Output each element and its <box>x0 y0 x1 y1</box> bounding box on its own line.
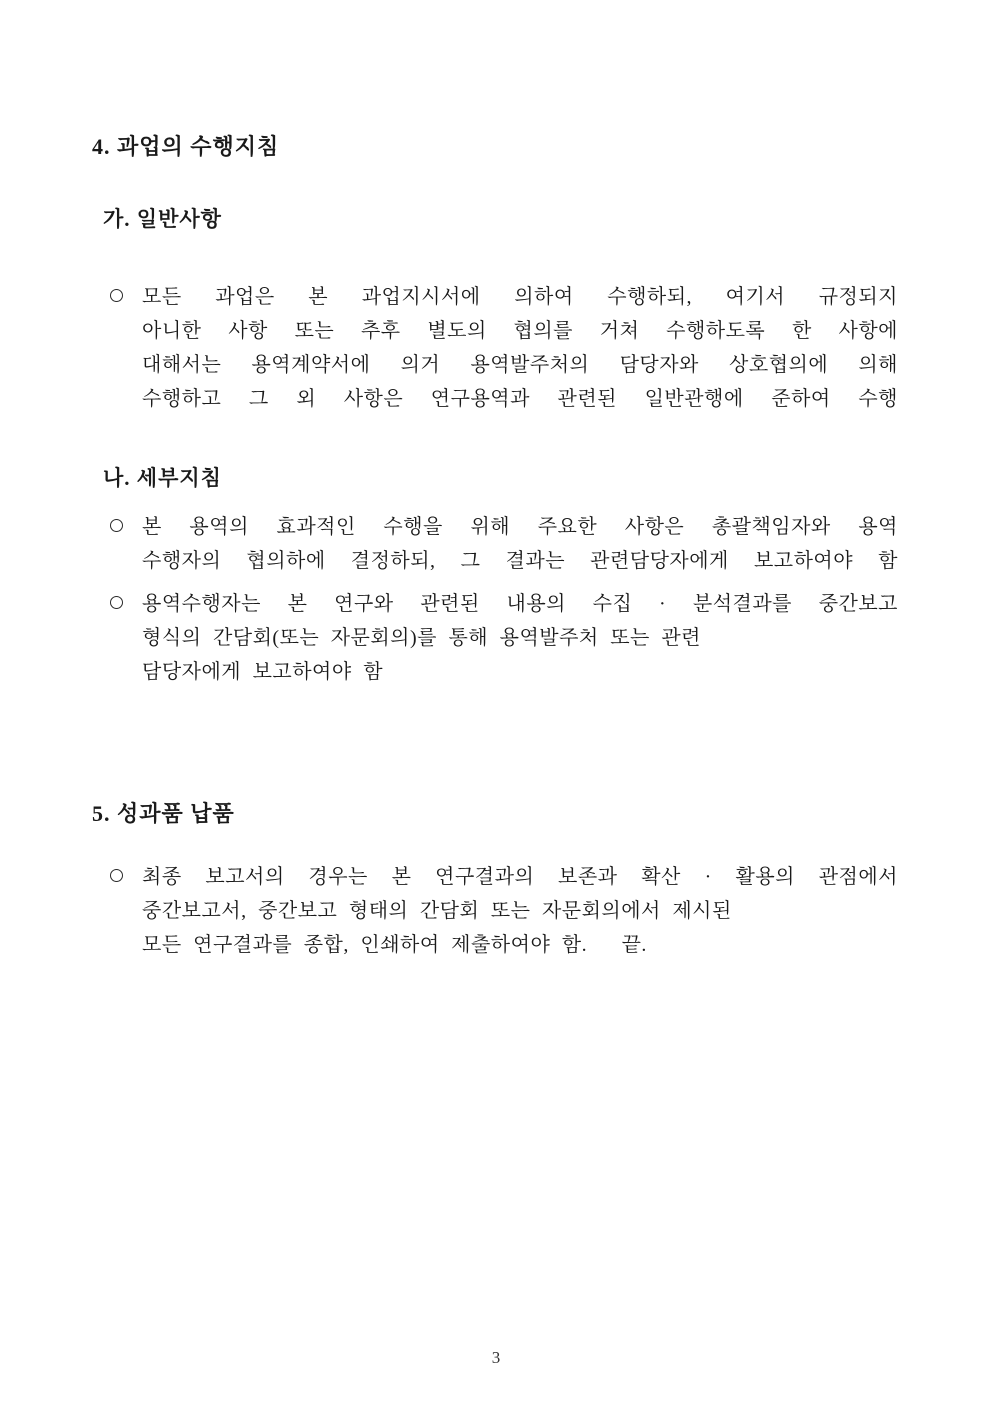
page-number: 3 <box>491 1348 501 1367</box>
text-line: 아니한 사항 또는 추후 별도의 협의를 거쳐 수행하도록 한 사항에 <box>142 320 898 342</box>
circle-bullet-icon <box>110 289 123 302</box>
section-5-heading: 5. 성과품 납품 <box>92 801 235 826</box>
text-line: 형식의 간담회(또는 자문회의)를 통해 용역발주처 또는 관련 <box>142 627 701 649</box>
general-bullet-1 <box>142 280 898 416</box>
deliverable-bullet-1 <box>142 860 898 962</box>
text-line: 중간보고서, 중간보고 형태의 간담회 또는 자문회의에서 제시된 <box>142 900 732 922</box>
text-line: 최종 보고서의 경우는 본 연구결과의 보존과 확산 · 활용의 관점에서 <box>142 866 898 888</box>
circle-bullet-icon <box>110 519 123 532</box>
text-line: 모든 연구결과를 종합, 인쇄하여 제출하여야 함. 끝. <box>142 934 647 956</box>
subsection-detail-heading: 나. 세부지침 <box>103 466 222 490</box>
text-line: 수행하고 그 외 사항은 연구용역과 관련된 일반관행에 준하여 수행 <box>142 388 898 410</box>
text-line: 본 용역의 효과적인 수행을 위해 주요한 사항은 총괄책임자와 용역 <box>142 516 898 538</box>
text-line: 대해서는 용역계약서에 의거 용역발주처의 담당자와 상호협의에 의해 <box>142 354 898 376</box>
text-line: 담당자에게 보고하여야 함 <box>142 661 384 683</box>
detail-bullet-1 <box>142 510 898 578</box>
circle-bullet-icon <box>110 869 123 882</box>
text-line: 수행자의 협의하에 결정하되, 그 결과는 관련담당자에게 보고하여야 함 <box>142 550 898 572</box>
section-4-heading: 4. 과업의 수행지침 <box>92 134 280 159</box>
detail-bullet-2 <box>142 587 898 689</box>
text-line: 용역수행자는 본 연구와 관련된 내용의 수집 · 분석결과를 중간보고 <box>142 593 898 615</box>
text-line: 모든 과업은 본 과업지시서에 의하여 수행하되, 여기서 규정되지 <box>142 286 898 308</box>
subsection-general-heading: 가. 일반사항 <box>103 207 222 231</box>
circle-bullet-icon <box>110 596 123 609</box>
